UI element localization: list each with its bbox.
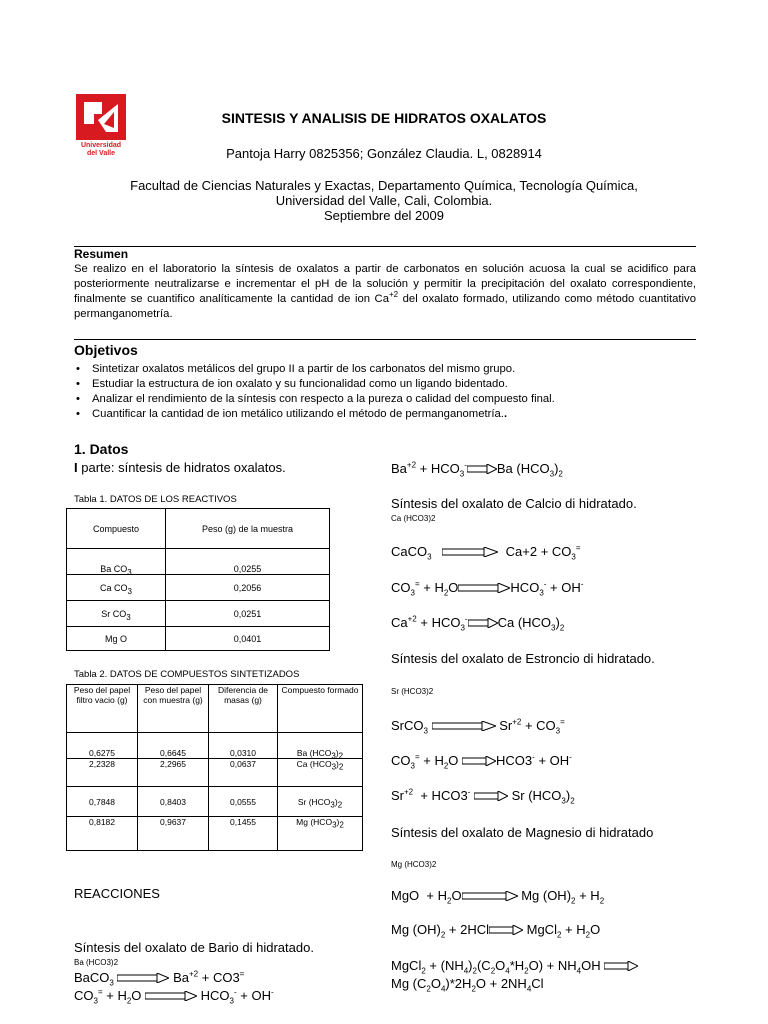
reaction-ca-1: CaCO$_3$ $Ca+2 + CO_3^=$ xyxy=(391,543,581,562)
calcio-small: Ca (HCO3)2 xyxy=(391,514,436,523)
table-header: Peso del papel con muestra (g) xyxy=(138,685,209,733)
objetivos-list xyxy=(74,362,696,422)
reaction-sr-1: SrCO$_3$ $Sr^{+2} + CO_3^=$ xyxy=(391,717,565,736)
reaction-ca-2: $CO_3^= + H_2O$ $HCO_3^- + OH^-$ xyxy=(391,579,584,598)
estroncio-title: Síntesis del oxalato de Estroncio di hidratado. xyxy=(391,651,655,666)
list-item: • Cuantificar la cantidad de ion metálico utilizando el método de permanganometría.. xyxy=(74,407,696,422)
table-row: Mg O 0,0401 xyxy=(67,627,330,651)
table-row: 0,8182 0,9637 0,1455 Mg $(HCO_3)_2$ xyxy=(67,817,363,851)
arrow-icon xyxy=(117,971,169,986)
arrow-icon xyxy=(442,545,498,560)
arrow-icon xyxy=(474,789,508,804)
magnesio-title: Síntesis del oxalato de Magnesio di hidratado xyxy=(391,825,654,840)
arrow-icon xyxy=(467,462,497,477)
arrow-icon xyxy=(468,616,498,631)
magnesio-small: Mg (HCO3)2 xyxy=(391,860,437,869)
logo-text: Universidad del Valle xyxy=(80,142,122,157)
reaction-sr-3: $Sr^{+2} + HCO3^-$ Sr $(HCO_3)_2$ xyxy=(391,787,575,806)
list-item: • Estudiar la estructura de ion oxalato y su funcionalidad como un ligando bidentado. xyxy=(74,377,696,392)
list-item: • Sintetizar oxalatos metálicos del grupo II a partir de los carbonatos del mismo grupo. xyxy=(74,362,696,377)
reaction-mg-3: MgCl$_2$ + $(NH_4)_2(C_2O_4*H_2O) + NH_4OH$ xyxy=(391,958,638,974)
objetivos-heading: Objetivos xyxy=(74,342,138,358)
tabla2-caption: Tabla 2. DATOS DE COMPUESTOS SINTETIZADOS xyxy=(74,669,300,680)
table-header: Compuesto xyxy=(67,509,166,549)
reaction-bario-1: BaCO$_3$ $Ba^{+2} + CO3^=$ xyxy=(74,969,245,988)
table-header: Peso del papel filtro vacio (g) xyxy=(67,685,138,733)
table-row: 2,2328 2,2965 0,0637 Ca $(HCO_3)_2$ xyxy=(67,759,363,787)
reaction-ba-1: $Ba^{+2} + HCO_3^-$ Ba $(HCO_3)_2$ xyxy=(391,460,563,479)
table-row: Ca $CO_3$ 0,2056 xyxy=(67,575,330,601)
arrow-icon xyxy=(604,959,638,974)
reaction-sr-2: $CO_3^= + H_2O$ HCO3- + OH- xyxy=(391,752,572,771)
authors: Pantoja Harry 0825356; González Claudia. L, 0828914 xyxy=(226,146,542,161)
reaction-mg-1: MgO + $H_2O$ Mg $(OH)_2 + H_2$ xyxy=(391,888,605,906)
reaction-mg-2: Mg $(OH)_2 + 2HCl$ MgCl$_2$ + $H_2O$ xyxy=(391,922,601,940)
table-header: Compuesto formado xyxy=(278,685,363,733)
arrow-icon xyxy=(489,923,523,938)
arrow-icon xyxy=(462,754,496,769)
reaction-ca-3: $Ca^{+2} + HCO_3^-$ Ca $(HCO_3)_2$ xyxy=(391,614,565,633)
reacciones-heading: REACCIONES xyxy=(74,886,160,901)
calcio-title: Síntesis del oxalato de Calcio di hidratado. xyxy=(391,496,637,511)
divider xyxy=(74,339,696,340)
resumen-heading: Resumen xyxy=(74,247,129,261)
affiliation: Facultad de Ciencias Naturales y Exactas, Departamento Química, Tecnología Química, Universidad del Valle, Cali, Colombia. Septiembre del 2009 xyxy=(130,178,638,223)
estroncio-small: Sr (HCO3)2 xyxy=(391,687,434,696)
reaction-mg-4: Mg $(C_2O_4)*2H_2O + 2NH_4Cl$ xyxy=(391,976,544,994)
reaction-bario-2: $CO_3^= + H_2O$ $HCO_3^- + OH^-$ xyxy=(74,987,274,1006)
paper-title: SINTESIS Y ANALISIS DE HIDRATOS OXALATOS xyxy=(221,110,547,126)
datos-heading: 1. Datos xyxy=(74,441,129,457)
table-row: Sr $CO_3$ 0,0251 xyxy=(67,601,330,627)
tabla1 xyxy=(66,508,330,651)
datos-subheading: I parte: síntesis de hidratos oxalatos. xyxy=(74,460,286,475)
bario-small: Ba (HCO3)2 xyxy=(74,958,119,967)
arrow-icon xyxy=(145,989,197,1004)
table-header: Peso (g) de la muestra xyxy=(166,509,330,549)
table-row: 0,7848 0,8403 0,0555 Sr $(HCO_3)_2$ xyxy=(67,787,363,817)
table-header: Diferencia de masas (g) xyxy=(209,685,278,733)
tabla2 xyxy=(66,684,363,851)
list-item: • Analizar el rendimiento de la síntesis con respecto a la pureza o calidad del compuesto final. xyxy=(74,392,696,407)
resumen-text: Se realizo en el laboratorio la síntesis de oxalatos a partir de carbonatos en solución acuosa la cual se acidifico para posteriormente neutralizarse e incrementar el pH de la solución y permitir la precipitación del oxalato correspondiente, finalmente se cuantifico analíticamente la cantidad de ion $Ca^{+2}$ del oxalato formado, utilizando como método cuantitativo permanganometría. xyxy=(74,263,696,320)
arrow-icon xyxy=(462,889,518,904)
arrow-icon xyxy=(458,581,510,596)
divider xyxy=(74,246,696,247)
bario-title: Síntesis del oxalato de Bario di hidratado. xyxy=(74,940,314,955)
arrow-icon xyxy=(432,719,496,734)
table-row: Ba $CO_3$ 0,0255 xyxy=(67,549,330,575)
tabla1-caption: Tabla 1. DATOS DE LOS REACTIVOS xyxy=(74,494,237,505)
table-row: 0,6275 0,6645 0,0310 Ba $(HCO_3)_2$ xyxy=(67,733,363,759)
